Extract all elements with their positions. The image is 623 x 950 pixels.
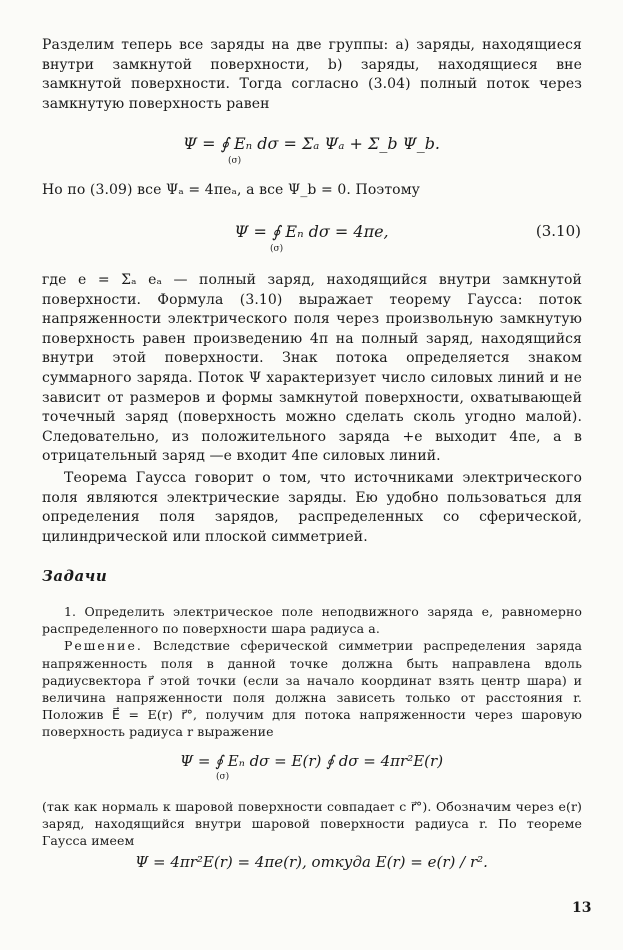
solution-label: Решение. (64, 638, 143, 654)
equation-1-subscript: (σ) (228, 156, 242, 166)
section-heading: Задачи (42, 567, 108, 585)
text-para1: Разделим теперь все заряды на две группы: a) заряды, находящиеся внутри замкнутой поверхности, b) заряды, находящиеся вне замкнутой поверхности. Тогда согласно (3.04) полный поток через замкнутую поверхность равен (42, 37, 582, 112)
equation-1-text: Ψ = ∮ Eₙ dσ = Σₐ Ψₐ + Σ_b Ψ_b. (182, 134, 441, 153)
equation-3-subscript: (σ) (216, 772, 230, 782)
equation-2-number: (3.10) (535, 222, 581, 240)
paragraph-gauss (42, 271, 582, 467)
text-para4: Теорема Гаусса говорит о том, что источниками электрического поля являются электрические заряды. Ею удобно пользоваться для определения поля зарядов, распределенных со сферической, цилиндрической или плоской симметрией. (42, 470, 582, 545)
text-para3: где e = Σₐ eₐ — полный заряд, находящийся внутри замкнутой поверхности. Формула (3.10) выражает теорему Гаусса: поток напряженности электрического поля через произвольную замкнутую поверхность равен произведению 4π на полный заряд, находящийся внутри этой поверхности. Знак потока определяется знаком суммарного заряда. Поток Ψ характеризует число силовых линий и не зависит от размеров и формы замкнутой поверхности, охватывающей точечный заряд (поверхность можно сделать сколь угодно малой). Следовательно, из положительного заряда +e выходит 4πe, а в отрицательный заряд —e входит 4πe силовых линий. (42, 272, 582, 465)
equation-4-text: Ψ = 4πr²E(r) = 4πe(r), откуда E(r) = e(r) / r². (135, 853, 488, 871)
problem-block (42, 603, 582, 741)
equation-4 (0, 853, 623, 871)
equation-2-text: Ψ = ∮ Eₙ dσ = 4πe, (234, 222, 389, 241)
equation-1 (0, 134, 623, 153)
solution-paragraph (42, 637, 582, 740)
solution-text: Вследствие сферической симметрии распределения заряда напряженность поля в данной точке должна быть направлена вдоль радиусвектора r⃗ этой точки (если за начало координат взять центр шара) и величина напряженности поля должна зависеть только от расстояния r. Положив E⃗ = E(r) r⃗°, получим для потока напряженности через шаровую поверхность радиуса r выражение (42, 638, 582, 740)
paragraph-normal (42, 798, 582, 850)
equation-2 (0, 222, 623, 241)
page-number: 13 (572, 900, 592, 916)
paragraph-groups (42, 36, 582, 114)
equation-3 (0, 752, 623, 770)
equation-3-text: Ψ = ∮ Eₙ dσ = E(r) ∮ dσ = 4πr²E(r) (179, 752, 444, 770)
equation-2-subscript: (σ) (270, 244, 284, 254)
paragraph-but (42, 181, 582, 201)
text-para5: (так как нормаль к шаровой поверхности совпадает с r⃗°). Обозначим через e(r) заряд, находящийся внутри шаровой поверхности радиуса r. По теореме Гаусса имеем (42, 799, 582, 849)
paragraph-sources (42, 469, 582, 547)
text-problem1: 1. Определить электрическое поле неподвижного заряда e, равномерно распределенного по поверхности шара радиуса a. (42, 604, 582, 637)
text-para2: Но по (3.09) все Ψₐ = 4πeₐ, а все Ψ_b = 0. Поэтому (42, 182, 421, 198)
